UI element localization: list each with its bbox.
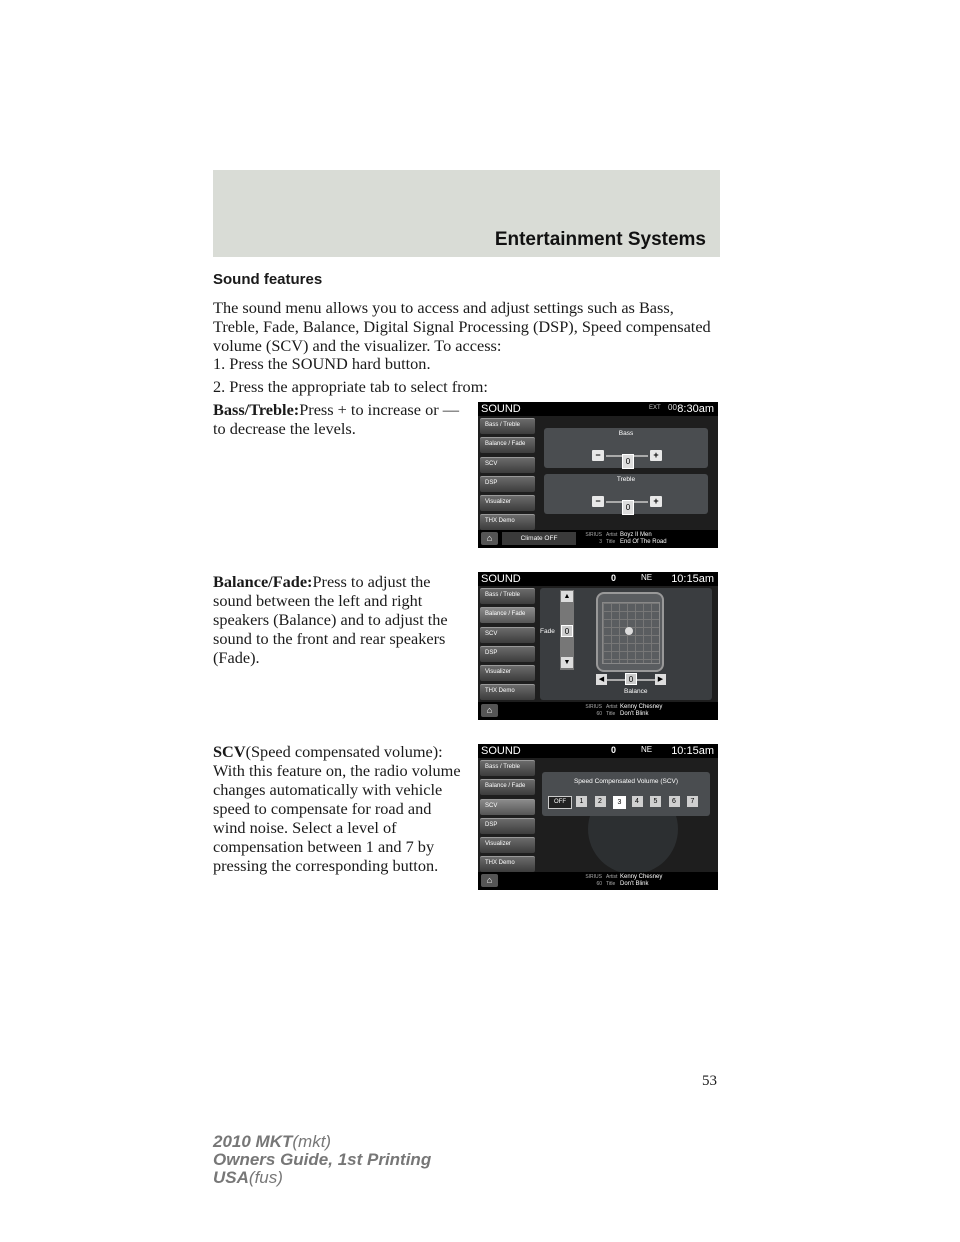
scv-level-5-button[interactable]: 5 — [650, 796, 661, 807]
screen-title: SOUND — [481, 403, 521, 415]
screen-scv — [478, 744, 718, 890]
footer-region-code: (fus) — [248, 1168, 283, 1187]
artist-name: Kenny Chesney — [620, 874, 663, 880]
channel-number: 60 — [596, 880, 602, 887]
title-key: Title — [606, 710, 616, 717]
balance-label: Balance — [624, 688, 648, 695]
track-keys — [606, 874, 617, 887]
feature-scv — [213, 742, 463, 875]
tab-scv[interactable]: SCV — [480, 799, 535, 815]
tab-bass-treble[interactable]: Bass / Treble — [480, 588, 535, 604]
feature-balance-fade — [213, 572, 463, 667]
bass-value[interactable]: 0 — [622, 454, 634, 469]
treble-value[interactable]: 0 — [622, 500, 634, 515]
balance-left-button[interactable]: ◀ — [596, 674, 607, 685]
status-bar — [478, 572, 718, 586]
track-keys — [606, 532, 617, 545]
source-name: SIRIUS — [585, 704, 602, 710]
balance-fade-panel — [540, 588, 712, 700]
bass-increase-button[interactable]: + — [650, 450, 662, 461]
track-keys — [606, 704, 617, 717]
artist-key: Artist — [606, 704, 618, 710]
clock: 10:15am — [671, 745, 714, 757]
sound-tabs — [480, 760, 535, 876]
footer-region: USA — [213, 1168, 249, 1187]
title-key: Title — [606, 538, 616, 545]
status-indicator: 0 — [611, 573, 617, 583]
title-key: Title — [606, 880, 616, 887]
speaker-map[interactable] — [596, 592, 664, 672]
feature-label: Bass/Treble: — [213, 400, 300, 419]
footer-model-code: (mkt) — [292, 1132, 332, 1151]
track-values — [620, 874, 662, 887]
artist-key: Artist — [606, 874, 618, 880]
status-value: 00 — [668, 403, 677, 412]
artist-key: Artist — [606, 532, 618, 538]
treble-increase-button[interactable]: + — [650, 496, 662, 507]
intro-paragraph: The sound menu allows you to access and adjust settings such as Bass, Treble, Fade, Balance, Digital Signal Processing (DSP), Speed compensated volume (SCV) and the visualizer. To access: — [213, 298, 711, 355]
artist-name: Kenny Chesney — [620, 704, 663, 710]
sound-tabs — [480, 588, 535, 704]
status-bar — [478, 744, 718, 758]
fade-down-button[interactable]: ▼ — [561, 657, 573, 668]
treble-track — [606, 501, 648, 512]
song-title: Don't Blink — [620, 710, 649, 717]
bottom-bar — [478, 530, 718, 548]
footer-model: 2010 MKT — [213, 1132, 293, 1151]
song-title: Don't Blink — [620, 880, 649, 887]
compass-heading: NE — [641, 745, 653, 754]
page-title: Entertainment Systems — [494, 229, 706, 250]
fade-up-button[interactable]: ▲ — [561, 591, 573, 602]
clock: 8:30am — [677, 403, 714, 415]
sound-tabs — [480, 418, 535, 534]
bass-panel — [544, 428, 708, 468]
fade-slider[interactable] — [560, 590, 574, 670]
scv-level-3-button[interactable]: 3 — [613, 796, 626, 809]
treble-panel — [544, 474, 708, 514]
scv-level-7-button[interactable]: 7 — [687, 796, 698, 807]
scv-level-1-button[interactable]: 1 — [576, 796, 587, 807]
tab-visualizer[interactable]: Visualizer — [480, 495, 535, 511]
source-name: SIRIUS — [585, 532, 602, 538]
balance-slider[interactable] — [596, 674, 666, 686]
compass-heading: NE — [641, 573, 653, 582]
home-icon[interactable]: ⌂ — [481, 532, 498, 545]
tab-balance-fade[interactable]: Balance / Fade — [480, 437, 535, 453]
scv-label: Speed Compensated Volume (SCV) — [573, 778, 679, 785]
step-2: 2. Press the appropriate tab to select from: — [213, 377, 488, 396]
tab-dsp[interactable]: DSP — [480, 646, 535, 662]
home-icon[interactable]: ⌂ — [481, 874, 498, 887]
feature-label: SCV — [213, 742, 246, 761]
header-band — [213, 170, 720, 257]
status-indicator: EXT — [649, 405, 661, 411]
tab-bass-treble[interactable]: Bass / Treble — [480, 760, 535, 776]
track-values — [620, 532, 667, 545]
tab-bass-treble[interactable]: Bass / Treble — [480, 418, 535, 434]
scv-level-2-button[interactable]: 2 — [595, 796, 606, 807]
tab-scv[interactable]: SCV — [480, 627, 535, 643]
status-bar — [478, 402, 718, 416]
bottom-bar — [478, 872, 718, 890]
tab-thx-demo[interactable]: THX Demo — [480, 856, 535, 872]
position-marker[interactable] — [625, 627, 633, 635]
treble-label: Treble — [616, 476, 636, 483]
channel-number: 60 — [596, 710, 602, 717]
tab-thx-demo[interactable]: THX Demo — [480, 514, 535, 530]
feature-text: Press to adjust the sound between the left and right speakers (Balance) and to adjust the sound to the front and rear speakers (Fade). — [213, 572, 448, 667]
balance-right-button[interactable]: ▶ — [655, 674, 666, 685]
source-info — [578, 704, 602, 717]
fade-label: Fade — [540, 628, 555, 635]
footer-guide: Owners Guide, 1st Printing — [213, 1150, 432, 1169]
scv-level-6-button[interactable]: 6 — [669, 796, 680, 807]
step-1: 1. Press the SOUND hard button. — [213, 354, 431, 373]
bass-slider[interactable] — [592, 450, 662, 466]
page-number: 53 — [702, 1073, 717, 1089]
channel-number: 3 — [599, 538, 602, 545]
feature-text: Press + to increase or — to decrease the levels. — [213, 400, 459, 438]
track-values — [620, 704, 662, 717]
source-name: SIRIUS — [585, 874, 602, 880]
clock: 10:15am — [671, 573, 714, 585]
home-icon[interactable]: ⌂ — [481, 704, 498, 717]
bass-decrease-button[interactable]: − — [592, 450, 604, 461]
section-heading: Sound features — [213, 271, 323, 288]
screen-balance-fade — [478, 572, 718, 720]
status-indicator: 0 — [611, 745, 617, 755]
screen-title: SOUND — [481, 573, 521, 585]
bottom-bar — [478, 702, 718, 720]
climate-button[interactable]: Climate OFF — [502, 532, 576, 545]
scv-off-button[interactable]: OFF — [548, 796, 572, 809]
bass-label: Bass — [618, 430, 634, 437]
tab-visualizer[interactable]: Visualizer — [480, 665, 535, 681]
source-info — [578, 874, 602, 887]
tab-dsp[interactable]: DSP — [480, 818, 535, 834]
source-info — [578, 532, 602, 545]
tab-balance-fade[interactable]: Balance / Fade — [480, 607, 535, 623]
screen-bass-treble — [478, 402, 718, 548]
tab-balance-fade[interactable]: Balance / Fade — [480, 779, 535, 795]
balance-value[interactable]: 0 — [625, 673, 637, 685]
scv-panel — [542, 772, 710, 816]
tab-visualizer[interactable]: Visualizer — [480, 837, 535, 853]
feature-bass-treble — [213, 400, 463, 438]
screen-title: SOUND — [481, 745, 521, 757]
footer — [213, 1133, 431, 1187]
treble-decrease-button[interactable]: − — [592, 496, 604, 507]
treble-slider[interactable] — [592, 496, 662, 512]
feature-label: Balance/Fade: — [213, 572, 313, 591]
artist-name: Boyz II Men — [620, 532, 652, 538]
tab-thx-demo[interactable]: THX Demo — [480, 684, 535, 700]
song-title: End Of The Road — [620, 538, 667, 545]
fade-value[interactable]: 0 — [561, 625, 573, 637]
scv-level-4-button[interactable]: 4 — [632, 796, 643, 807]
tab-dsp[interactable]: DSP — [480, 476, 535, 492]
bass-track — [606, 455, 648, 466]
tab-scv[interactable]: SCV — [480, 457, 535, 473]
feature-text: (Speed compensated volume): With this feature on, the radio volume changes automatically with vehicle speed to compensate for road and wind noise. Select a level of compensation between 1 and 7 by pressing the corresponding button. — [213, 742, 461, 875]
